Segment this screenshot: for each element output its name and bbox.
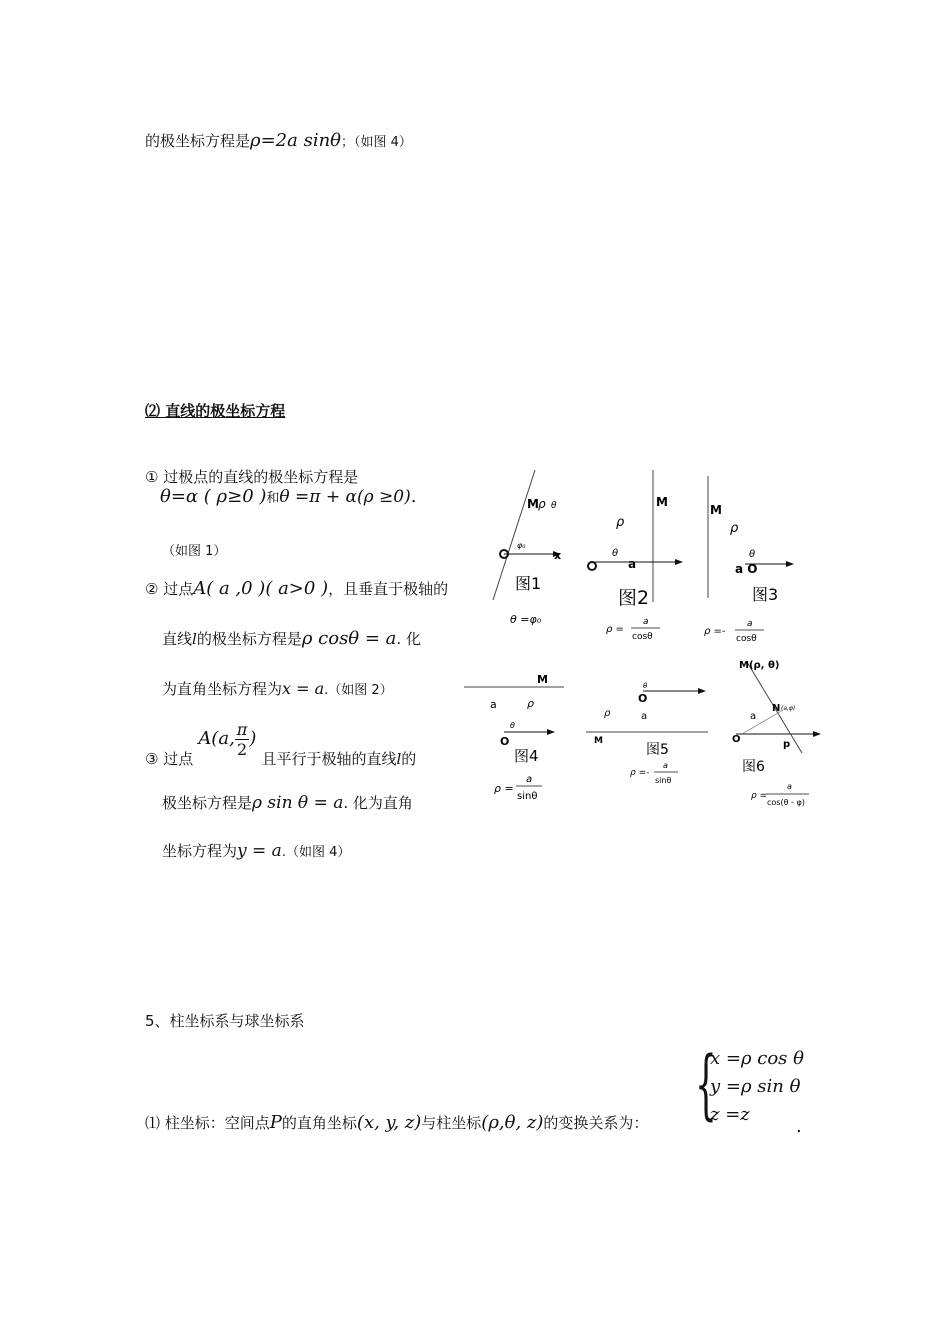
item2-line1	[145, 578, 448, 599]
fig1-M: M	[527, 497, 539, 511]
fig1-caption: 图1	[515, 574, 542, 593]
item2-rect: x = a	[282, 679, 325, 698]
figure-2	[588, 470, 682, 642]
cyl-post: 的变换关系为：	[543, 1114, 649, 1132]
line-figures	[460, 462, 840, 822]
line1-post: ；（如图 4）	[341, 135, 412, 150]
fig5-eq-lhs: ρ =-	[630, 768, 650, 778]
fig3-den: cosθ	[736, 634, 757, 644]
fig3-eq-lhs: ρ =-	[704, 626, 726, 637]
fig1-x: x	[554, 549, 562, 562]
cyl-system-brace: {	[695, 1039, 717, 1128]
fig3-rho: ρ	[730, 521, 739, 536]
fig3-caption: 图3	[752, 585, 779, 604]
fig5-O: O	[638, 692, 648, 705]
fig6-M: M(ρ, θ)	[739, 660, 780, 671]
item3-rect: y = a	[237, 841, 282, 861]
figure-4	[464, 673, 564, 802]
item2-line2b: 的极坐标方程是	[196, 630, 302, 648]
item3-pre: ③ 过点	[145, 750, 194, 768]
item2-line2c: . 化	[396, 630, 421, 648]
fig2-rho: ρ	[616, 515, 625, 530]
fig5-den: sinθ	[655, 776, 672, 785]
item1-and: 和	[266, 491, 280, 506]
fig6-a: a	[750, 711, 757, 722]
item1-formula2: θ =π + α(ρ ≥0)	[279, 487, 411, 507]
fig2-M: M	[656, 495, 668, 509]
fig6-N-coords: (a,φ)	[781, 705, 796, 712]
fig6-p: p	[783, 739, 791, 750]
figure-6	[732, 660, 820, 807]
section-heading-line-polar: ⑵ 直线的极坐标方程	[145, 402, 286, 420]
item1-text: ① 过极点的直线的极坐标方程是	[145, 468, 359, 486]
line1-pre: 的极坐标方程是	[145, 132, 251, 150]
fig2-a: a	[628, 557, 637, 571]
fig6-caption: 图6	[742, 759, 765, 775]
item3-l: l	[396, 750, 402, 768]
section-heading-cylindrical-spherical: 5、柱坐标系与球坐标系	[145, 1012, 305, 1030]
fig5-M: M	[594, 736, 603, 746]
fig2-caption: 图2	[618, 587, 650, 609]
item1-formula1: θ=α ( ρ≥0 )	[160, 486, 267, 507]
fig3-aO: a O	[735, 562, 758, 576]
fig1-theta: θ	[551, 501, 557, 511]
fig6-N: N	[772, 703, 781, 714]
fig4-caption: 图4	[514, 747, 539, 765]
fig2-theta: θ	[612, 548, 619, 559]
cyl-P: P	[269, 1112, 282, 1133]
fig1-phi: φ₀	[517, 541, 526, 550]
fig2-den: cosθ	[632, 632, 653, 642]
item3-line1	[145, 720, 417, 768]
item3-line2a: 极坐标方程是	[162, 794, 253, 812]
cyl-and: 与柱坐标	[421, 1114, 482, 1132]
fig5-num: a	[663, 761, 668, 770]
figure-1	[493, 470, 561, 626]
fig5-a: a	[641, 711, 648, 722]
cylindrical-line	[145, 1112, 648, 1133]
item2-line3a: 为直角坐标方程为	[162, 680, 283, 698]
fig3-num: a	[747, 619, 753, 629]
fig6-num: a	[787, 782, 792, 791]
cyl-eq2: y =ρ sin θ	[710, 1076, 801, 1097]
item3-de: 的	[401, 750, 417, 768]
fig4-num: a	[526, 774, 533, 785]
cyl-eq1: x =ρ cos θ	[710, 1048, 804, 1069]
fig5-caption: 图5	[646, 742, 669, 758]
item3-line3	[162, 840, 350, 861]
fig2-eq-lhs: ρ =	[606, 624, 624, 635]
cyl-mid: 的直角坐标	[281, 1114, 357, 1132]
fig3-theta: θ	[749, 549, 756, 560]
fig4-eq-lhs: ρ =	[494, 782, 514, 795]
item3-line2b: . 化为直角	[343, 794, 413, 812]
fig4-M: M	[537, 673, 548, 686]
fig1-rho: ρ	[538, 497, 546, 511]
cyl-xyz: (x, y, z)	[356, 1112, 422, 1133]
fig3-M: M	[710, 503, 722, 517]
item3-mid: 且平行于极轴的直线	[261, 750, 397, 768]
fig4-rho: ρ	[527, 697, 534, 710]
item2-formula: ρ cosθ = a	[301, 628, 397, 649]
cyl-eq3: z =z	[710, 1104, 750, 1125]
fig4-O: O	[500, 735, 510, 748]
fig5-rho: ρ	[604, 708, 611, 719]
item2-line2	[162, 628, 421, 649]
item2-l: l	[192, 630, 197, 648]
item3-line2	[162, 792, 413, 813]
line1-formula: ρ=2a sinθ	[250, 130, 342, 151]
fig4-theta: θ	[510, 721, 515, 730]
fig1-eq: θ =φ₀	[510, 613, 542, 626]
item2-mid: ，且垂直于极轴的	[328, 580, 449, 598]
cyl-end: .	[796, 1116, 802, 1137]
item3-formula: ρ sin θ = a	[252, 793, 344, 813]
item2-line3b: .（如图 2）	[324, 683, 393, 698]
cyl-rtz: (ρ,θ, z)	[481, 1112, 544, 1133]
item1-end: .	[410, 486, 417, 507]
item3-line3a: 坐标方程为	[162, 842, 238, 860]
item2-pre: ② 过点	[145, 580, 194, 598]
fig2-num: a	[643, 617, 649, 627]
item3-point-a: A(a,	[198, 728, 235, 749]
figure-3	[704, 476, 793, 644]
fig5-theta: θ	[643, 682, 648, 690]
fig6-eq-lhs: ρ =	[751, 791, 768, 801]
item1-ref: （如图 1）	[162, 544, 227, 559]
item3-point	[198, 720, 256, 759]
item1-formulas	[160, 486, 416, 507]
figure-5	[586, 682, 708, 785]
polar-circle-line	[145, 130, 412, 151]
item2-point: A( a ,0 )( a>0 )	[193, 578, 329, 599]
fig6-den: cos(θ - φ)	[767, 798, 805, 807]
item2-line2a: 直线	[162, 630, 193, 648]
fig4-den: sinθ	[517, 791, 538, 802]
item2-line3	[162, 678, 393, 699]
fig4-a: a	[490, 698, 497, 711]
cyl-pre: ⑴ 柱坐标：空间点	[145, 1114, 270, 1132]
item3-pi-over-2: $\frac{\pi}{2}$	[236, 720, 248, 759]
fig6-O: O	[732, 734, 741, 745]
item3-point-close: )	[249, 728, 257, 749]
item3-line3b: .（如图 4）	[281, 845, 351, 860]
